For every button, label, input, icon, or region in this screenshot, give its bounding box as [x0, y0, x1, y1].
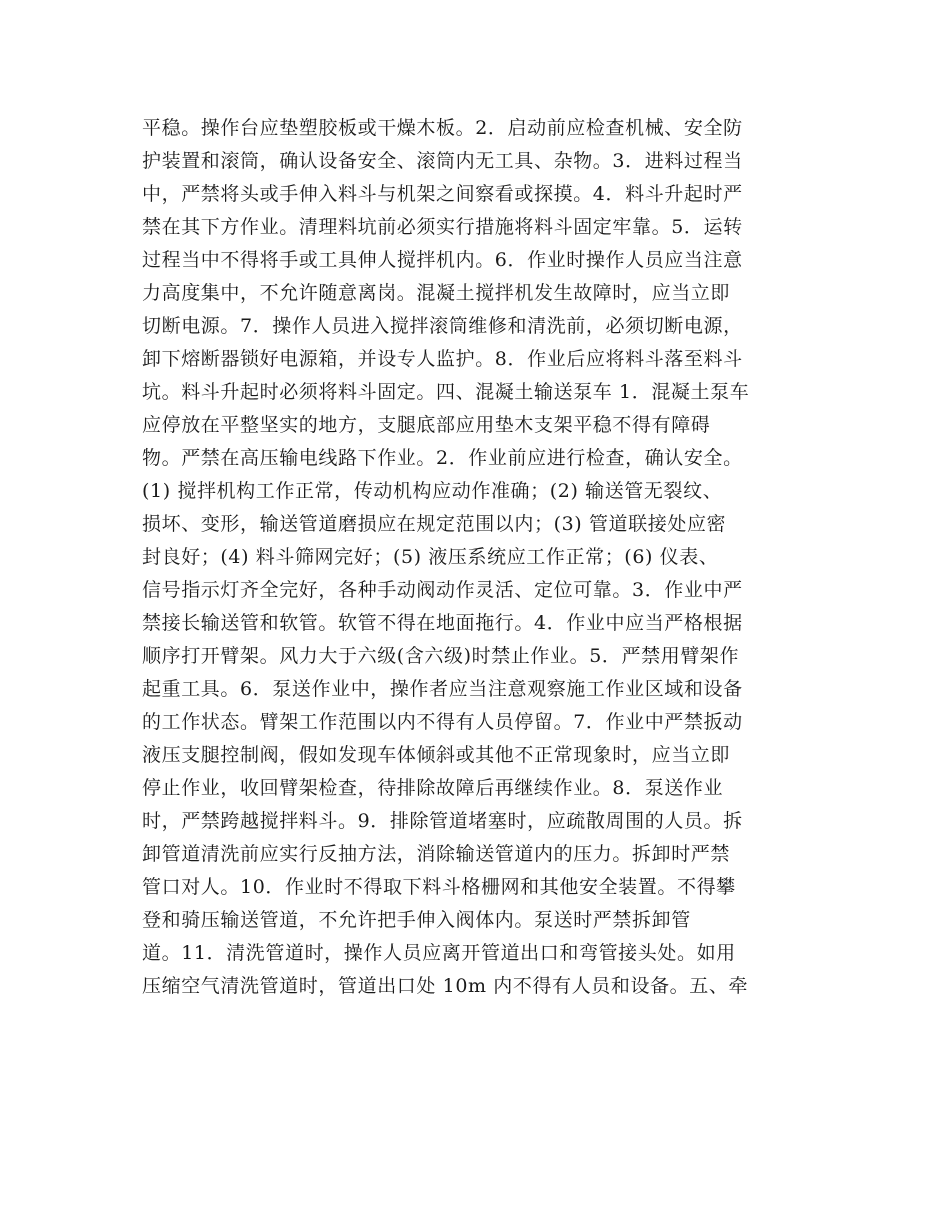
- text-line: 卸下熔断器锁好电源箱，并设专人监护。8．作业后应将料斗落至料斗: [142, 348, 743, 370]
- text-line: 过程当中不得将手或工具伸人搅拌机内。6．作业时操作人员应当注意: [142, 249, 743, 271]
- text-line: 信号指示灯齐全完好，各种手动阀动作灵活、定位可靠。3．作业中严: [142, 579, 743, 601]
- text-line: (1) 搅拌机构工作正常，传动机构应动作准确；(2) 输送管无裂纹、: [142, 480, 723, 502]
- text-line: 登和骑压输送管道，不允许把手伸入阀体内。泵送时严禁拆卸管: [142, 909, 691, 931]
- text-line: 封良好；(4) 料斗筛网完好；(5) 液压系统应工作正常；(6) 仪表、: [142, 546, 719, 568]
- text-line: 禁在其下方作业。清理料坑前必须实行措施将料斗固定牢靠。5．运转: [142, 216, 743, 238]
- text-line: 的工作状态。臂架工作范围以内不得有人员停留。7．作业中严禁扳动: [142, 711, 743, 733]
- text-line: 道。11．清洗管道时，操作人员应离开管道出口和弯管接头处。如用: [142, 942, 736, 964]
- text-line: 管口对人。10．作业时不得取下料斗格栅网和其他安全装置。不得攀: [142, 876, 736, 898]
- text-line: 停止作业，收回臂架检查，待排除故障后再继续作业。8．泵送作业: [142, 777, 724, 799]
- text-line: 时，严禁跨越搅拌料斗。9．排除管道堵塞时，应疏散周围的人员。拆: [142, 810, 743, 832]
- text-line: 压缩空气清洗管道时，管道出口处 10m 内不得有人员和设备。五、牵: [142, 975, 749, 997]
- text-line: 切断电源。7．操作人员进入搅拌滚筒维修和清洗前，必须切断电源，: [142, 315, 743, 337]
- text-line: 应停放在平整坚实的地方，支腿底部应用垫木支架平稳不得有障碍: [142, 414, 711, 436]
- text-line: 物。严禁在高压输电线路下作业。2．作业前应进行检查，确认安全。: [142, 447, 743, 469]
- text-line: 卸管道清洗前应实行反抽方法，消除输送管道内的压力。拆卸时严禁: [142, 843, 731, 865]
- text-line: 坑。料斗升起时必须将料斗固定。四、混凝土输送泵车 1．混凝土泵车: [142, 381, 750, 403]
- text-line: 起重工具。6．泵送作业中，操作者应当注意观察施工作业区域和设备: [142, 678, 743, 700]
- text-line: 禁接长输送管和软管。软管不得在地面拖行。4．作业中应当严格根据: [142, 612, 743, 634]
- text-line: 液压支腿控制阀，假如发现车体倾斜或其他不正常现象时，应当立即: [142, 744, 731, 766]
- text-line: 顺序打开臂架。风力大于六级(含六级)时禁止作业。5．严禁用臂架作: [142, 645, 740, 667]
- text-line: 平稳。操作台应垫塑胶板或干燥木板。2．启动前应检查机械、安全防: [142, 117, 743, 139]
- text-line: 损坏、变形，输送管道磨损应在规定范围以内；(3) 管道联接处应密: [142, 513, 727, 535]
- body-text: [142, 112, 822, 1003]
- text-line: 护装置和滚筒，确认设备安全、滚筒内无工具、杂物。3．进料过程当: [142, 150, 743, 172]
- text-line: 中，严禁将头或手伸入料斗与机架之间察看或探摸。4．料斗升起时严: [142, 183, 743, 205]
- text-line: 力高度集中，不允许随意离岗。混凝土搅拌机发生故障时，应当立即: [142, 282, 731, 304]
